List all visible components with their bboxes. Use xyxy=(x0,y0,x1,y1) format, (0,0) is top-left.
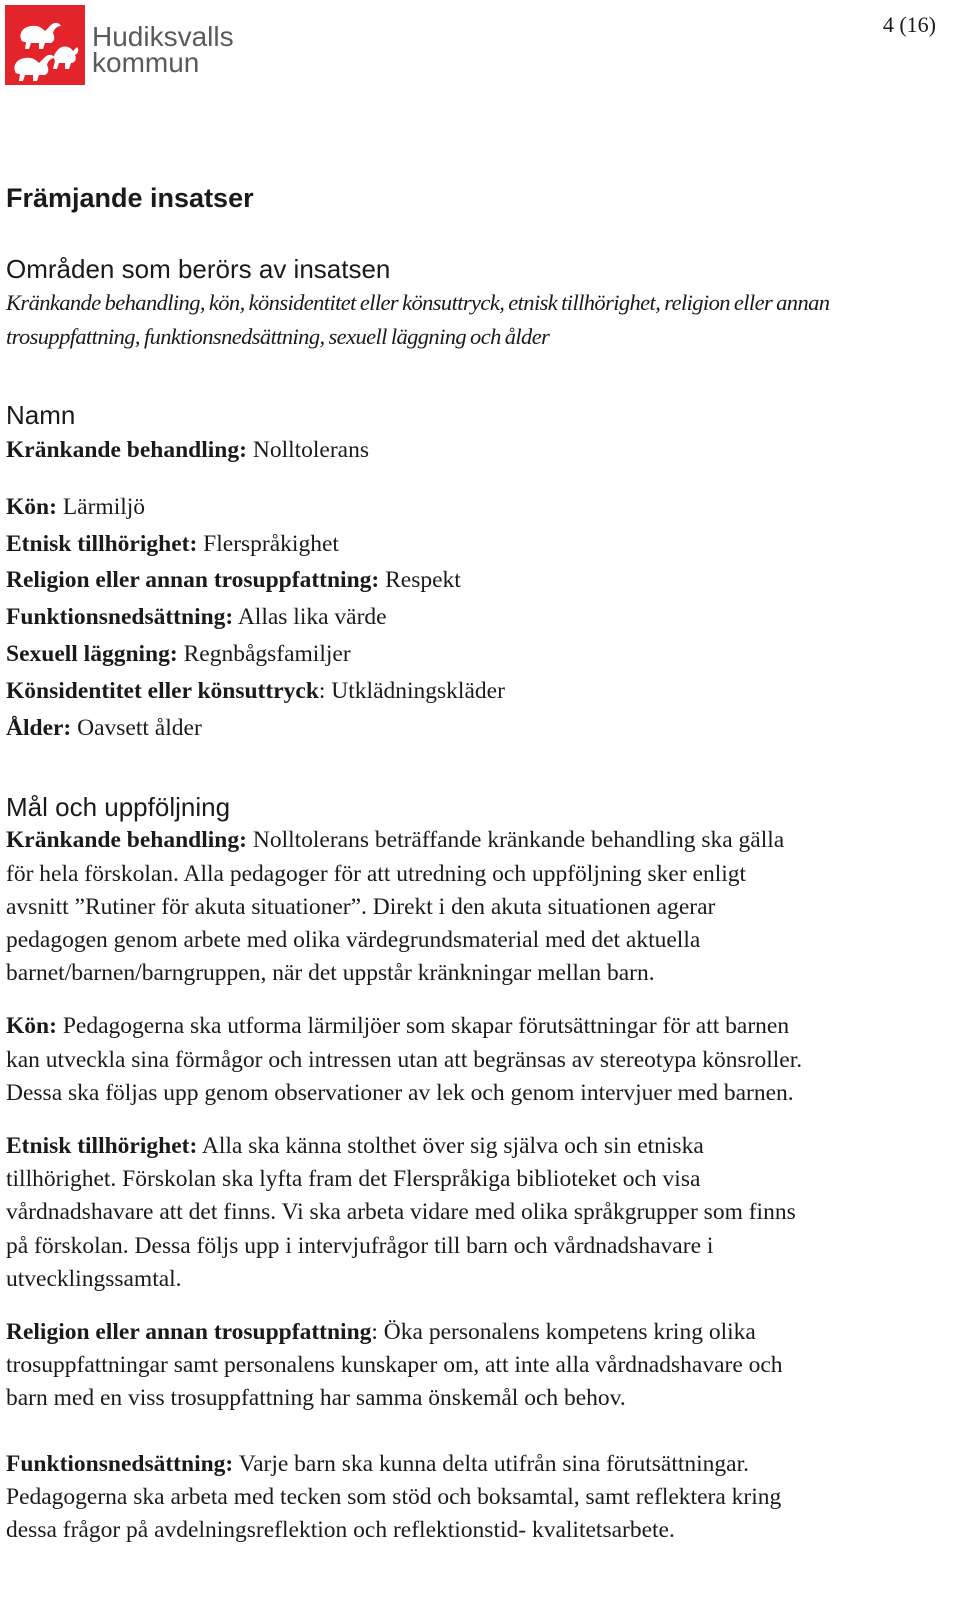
areas-heading: Områden som berörs av insatsen xyxy=(6,254,391,284)
goal-label: Kön: xyxy=(6,1013,57,1040)
name-item-value: Allas lika värde xyxy=(233,604,387,631)
logo-wordmark xyxy=(92,21,234,78)
section-title: Främjande insatser xyxy=(6,183,254,213)
name-item xyxy=(6,489,941,526)
goal-line: för hela förskolan. Alla pedagoger för att utredning och uppföljning sker enligt xyxy=(6,860,747,887)
goal-line: Nolltolerans beträffande kränkande behandling ska gälla xyxy=(246,827,785,854)
goal-line: trosuppfattningar samt personalens kunskaper om, att inte alla vårdnadshavare och xyxy=(6,1352,783,1379)
name-item-label: Sexuell läggning: xyxy=(6,640,178,667)
goal-label: Kränkande behandling: xyxy=(6,827,247,854)
name-item-label: Kränkande behandling: xyxy=(6,437,247,463)
page-number: 4 (16) xyxy=(882,12,936,37)
name-item xyxy=(6,710,941,747)
goals-heading: Mål och uppföljning xyxy=(6,792,231,823)
name-item-value: Lärmiljö xyxy=(56,493,146,520)
name-item xyxy=(6,562,941,599)
name-item-value: Oavsett ålder xyxy=(71,714,202,741)
areas-line: trosuppfattning, funktionsnedsättning, sexuell läggning och ålder xyxy=(6,324,550,349)
name-item-value: Regnbågsfamiljer xyxy=(177,640,351,667)
goal-line: kan utveckla sina förmågor och intressen utan att begränsas av stereotypa könsroller. xyxy=(6,1046,803,1073)
goal-line: barn med en viss trosuppfattning har samma önskemål och behov. xyxy=(6,1385,626,1412)
goal-line: Alla ska känna stolthet över sig själva och sin etniska xyxy=(197,1133,704,1159)
name-item-value: Respekt xyxy=(379,567,461,594)
hudiksvall-logo xyxy=(5,5,85,85)
areas-line: Kränkande behandling, kön, könsidentitet eller könsuttryck, etnisk tillhörighet, religion eller annan xyxy=(6,290,830,315)
name-item-value: Nolltolerans xyxy=(246,437,370,463)
goal-paragraph xyxy=(6,1010,941,1110)
goal-line: pedagogen genom arbete med olika värdegrundsmaterial med det aktuella xyxy=(6,926,701,953)
goal-line: : Öka personalens kompetens kring olika xyxy=(371,1319,756,1346)
name-item xyxy=(6,599,941,636)
goal-line: dessa frågor på avdelningsreflektion och reflektionstid- kvalitetsarbete. xyxy=(6,1517,675,1544)
name-item-label: Ålder: xyxy=(6,714,72,741)
logo-line-2: kommun xyxy=(92,47,200,78)
name-item-value: Flerspråkighet xyxy=(197,530,339,557)
areas-text xyxy=(6,286,941,354)
goal-paragraph xyxy=(6,1316,941,1416)
goal-line: Pedagogerna ska arbeta med tecken som stöd och boksamtal, samt reflektera kring xyxy=(6,1483,782,1510)
goal-line: tillhörighet. Förskolan ska lyfta fram det Flerspråkiga biblioteket och visa xyxy=(6,1166,701,1193)
name-item xyxy=(6,432,941,469)
page-header xyxy=(0,0,960,100)
goal-line: Varje barn ska kunna delta utifrån sina förutsättningar. xyxy=(233,1450,750,1477)
name-item-label: Etnisk tillhörighet: xyxy=(6,530,198,557)
goal-line: vårdnadshavare att det finns. Vi ska arbeta vidare med olika språkgrupper som finns xyxy=(6,1199,796,1226)
goal-paragraph xyxy=(6,824,941,990)
name-item-value: : Utklädningskläder xyxy=(318,677,505,704)
goal-line: på förskolan. Dessa följs upp i intervjufrågor till barn och vårdnadshavare i xyxy=(6,1232,714,1259)
logo-line-1: Hudiksvalls xyxy=(92,21,234,52)
name-item xyxy=(6,673,941,710)
goal-label: Religion eller annan trosuppfattning xyxy=(6,1319,372,1346)
goal-paragraph xyxy=(6,1130,941,1296)
name-heading: Namn xyxy=(6,400,76,430)
goat-emblem-icon xyxy=(5,5,85,85)
goal-line: avsnitt ”Rutiner för akuta situationer”. Direkt i den akuta situationen agerar xyxy=(6,893,716,920)
name-item-label: Religion eller annan trosuppfattning: xyxy=(6,567,380,594)
name-item xyxy=(6,526,941,563)
goal-line: utvecklingssamtal. xyxy=(6,1265,182,1292)
goal-label: Funktionsnedsättning: xyxy=(6,1450,234,1477)
name-item-label: Kön: xyxy=(6,493,57,520)
goal-line: Dessa ska följas upp genom observationer av lek och genom intervjuer med barnen. xyxy=(6,1079,794,1106)
goal-line: Pedagogerna ska utforma lärmiljöer som skapar förutsättningar för att barnen xyxy=(56,1013,790,1040)
name-item xyxy=(6,636,941,673)
name-item-label: Könsidentitet eller könsuttryck xyxy=(6,677,319,704)
document-body xyxy=(6,178,941,1547)
goal-line: barnet/barnen/barngruppen, när det uppstår kränkningar mellan barn. xyxy=(6,960,655,987)
goal-label: Etnisk tillhörighet: xyxy=(6,1133,198,1159)
name-item-label: Funktionsnedsättning: xyxy=(6,604,234,631)
goal-paragraph xyxy=(6,1448,941,1548)
